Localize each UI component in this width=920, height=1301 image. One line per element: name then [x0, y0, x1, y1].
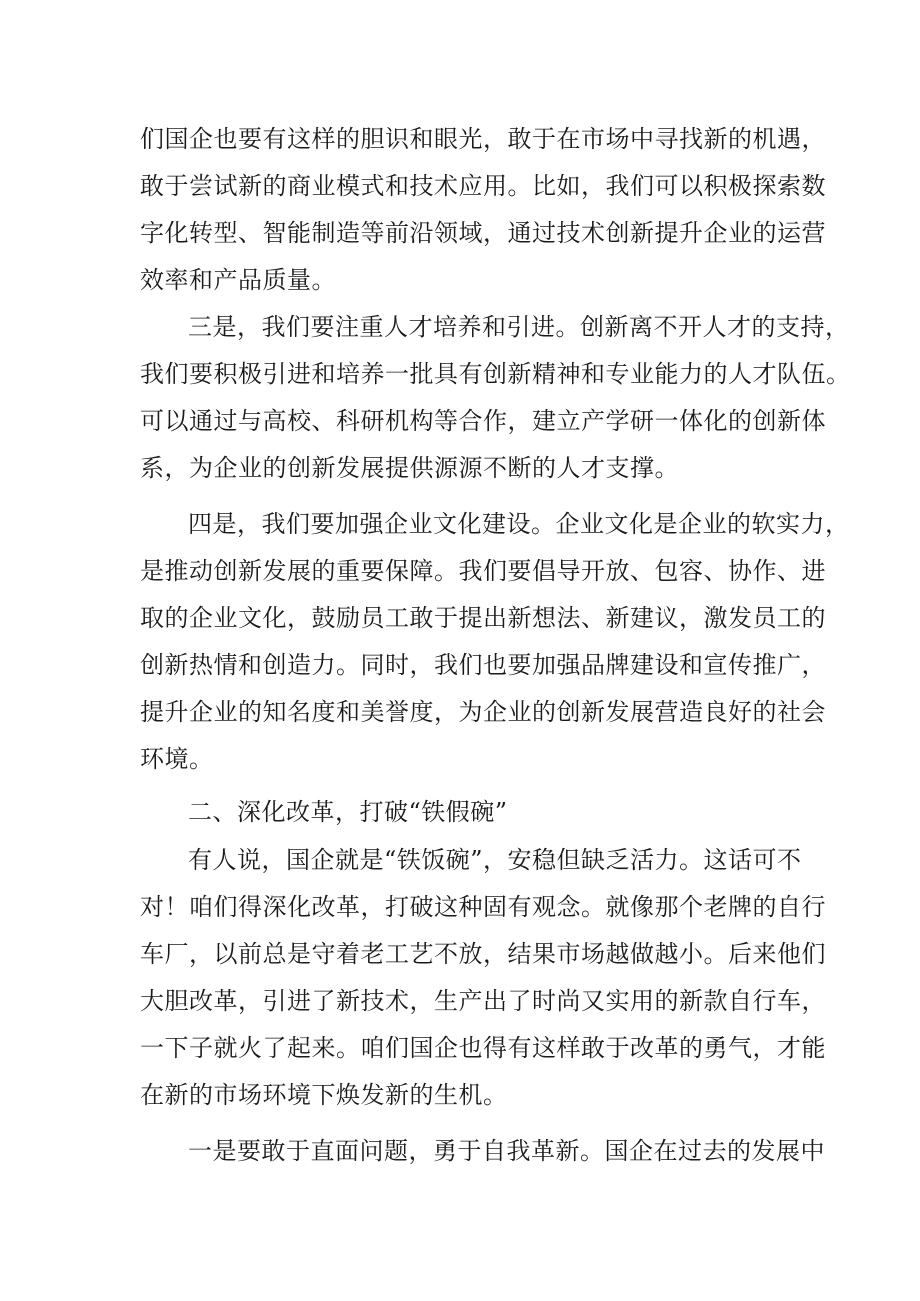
text-line: 对！咱们得深化改革，打破这种固有观念。就像那个老牌的自行 [140, 893, 826, 921]
text-line: 字化转型、智能制造等前沿领域，通过技术创新提升企业的运营 [140, 219, 826, 247]
text-line: 创新热情和创造力。同时，我们也要加强品牌建设和宣传推广， [140, 651, 826, 679]
text-line: 提升企业的知名度和美誉度，为企业的创新发展营造良好的社会 [140, 698, 826, 726]
text-line: 在新的市场环境下焕发新的生机。 [140, 1081, 508, 1109]
paragraph-start-line: 一是要敢于直面问题，勇于自我革新。国企在过去的发展中 [188, 1137, 825, 1165]
text-line: 们国企也要有这样的胆识和眼光，敢于在市场中寻找新的机遇， [140, 125, 826, 153]
text-line: 车厂，以前总是守着老工艺不放，结果市场越做越小。后来他们 [140, 940, 826, 968]
text-line: 环境。 [140, 745, 214, 773]
text-line: 敢于尝试新的商业模式和技术应用。比如，我们可以积极探索数 [140, 172, 826, 200]
section-heading: 二、深化改革，打破“铁假碗” [188, 798, 508, 826]
paragraph-start-line: 三是，我们要注重人才培养和引进。创新离不开人才的支持， [188, 313, 850, 341]
paragraph-start-line: 四是，我们要加强企业文化建设。企业文化是企业的软实力， [188, 510, 850, 538]
text-line: 效率和产品质量。 [140, 266, 336, 294]
text-line: 系，为企业的创新发展提供源源不断的人才支撑。 [140, 454, 679, 482]
text-line: 可以通过与高校、科研机构等合作，建立产学研一体化的创新体 [140, 407, 826, 435]
text-line: 取的企业文化，鼓励员工敢于提出新想法、新建议，激发员工的 [140, 604, 826, 632]
text-line: 大胆改革，引进了新技术，生产出了时尚又实用的新款自行车， [140, 987, 826, 1015]
text-line: 是推动创新发展的重要保障。我们要倡导开放、包容、协作、进 [140, 557, 826, 585]
paragraph-start-line: 有人说，国企就是“铁饭碗”，安稳但缺乏活力。这话可不 [188, 846, 802, 874]
text-line: 一下子就火了起来。咱们国企也得有这样敢于改革的勇气，才能 [140, 1034, 826, 1062]
text-line: 我们要积极引进和培养一批具有创新精神和专业能力的人才队伍。 [140, 360, 851, 388]
